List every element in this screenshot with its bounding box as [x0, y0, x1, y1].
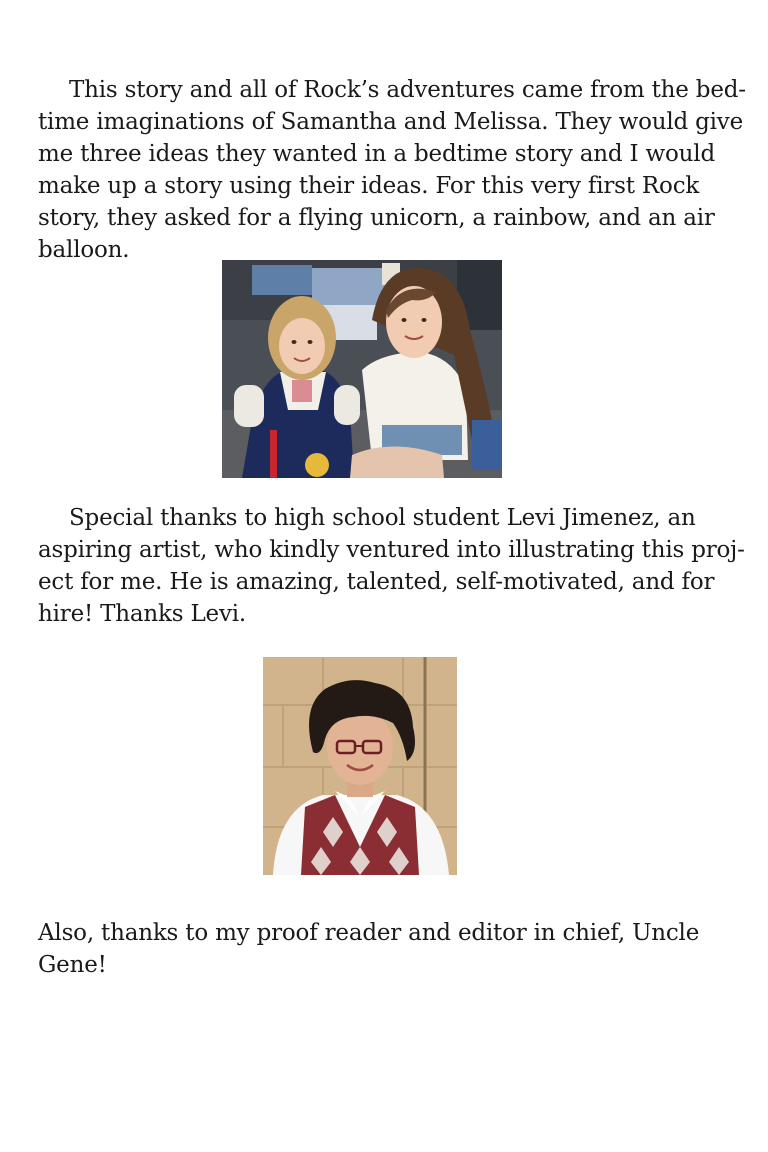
intro-line-6: balloon. [38, 237, 130, 263]
thanks-editor-line-1: Also, thanks to my proof reader and editor in chief, Uncle [38, 920, 700, 946]
intro-line-3: me three ideas they wanted in a bedtime story and I would [38, 141, 715, 167]
thanks-editor-paragraph [38, 917, 728, 981]
intro-line-2: time imaginations of Samantha and Melissa. They would give [38, 109, 744, 135]
intro-paragraph [38, 74, 746, 266]
intro-line-1: This story and all of Rock’s adventures came from the bed- [69, 77, 746, 103]
intro-line-4: make up a story using their ideas. For this very first Rock [38, 173, 700, 199]
photo-levi-jimenez [263, 657, 457, 875]
thanks-artist-paragraph [38, 502, 745, 630]
thanks-artist-line-1: Special thanks to high school student Levi Jimenez, an [69, 505, 696, 531]
photo-two-girls [222, 260, 502, 478]
thanks-artist-line-2: aspiring artist, who kindly ventured into illustrating this proj- [38, 537, 745, 563]
thanks-artist-line-3: ect for me. He is amazing, talented, self-motivated, and for [38, 569, 715, 595]
thanks-artist-line-4: hire! Thanks Levi. [38, 601, 247, 627]
intro-line-5: story, they asked for a flying unicorn, a rainbow, and an air [38, 205, 715, 231]
thanks-editor-line-2: Gene! [38, 952, 107, 978]
